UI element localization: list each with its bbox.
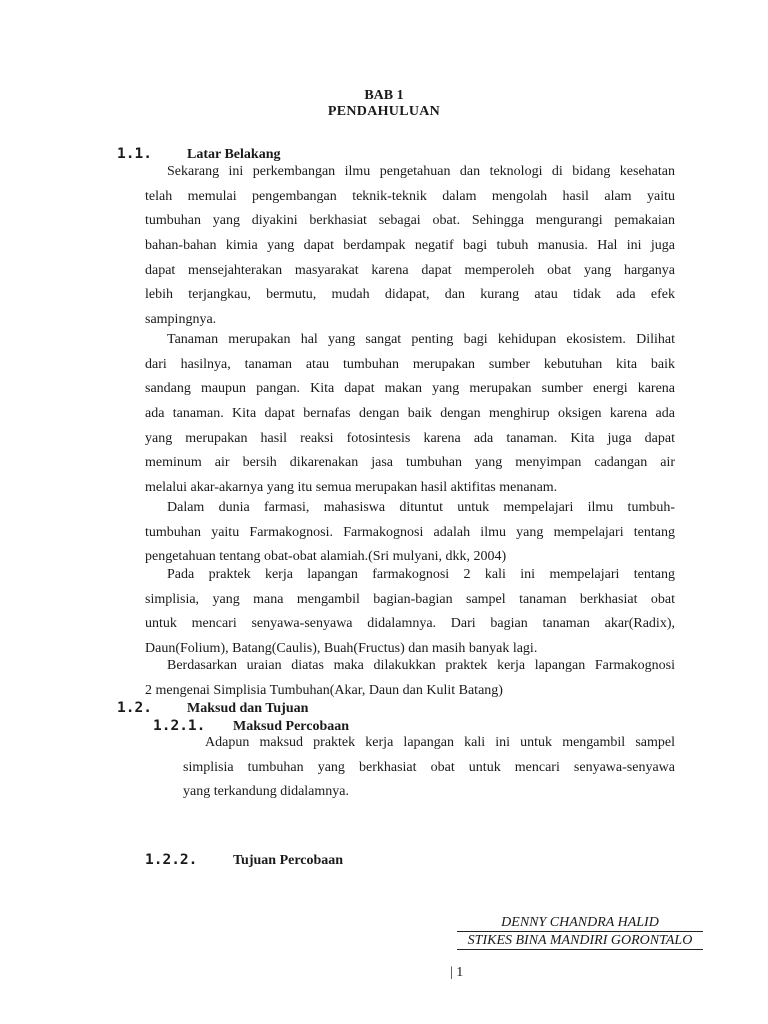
text-line: telah memulai pengembangan teknik-teknik dalam mengolah hasil alam yaitu <box>145 188 675 204</box>
text-line: dapat mensejahterakan masyarakat karena dapat memperoleh obat yang harganya <box>145 262 675 278</box>
text-line: yang terkandung didalamnya. <box>183 784 350 800</box>
text-line: Tanaman merupakan hal yang sangat penting bagi kehidupan ekosistem. Dilihat <box>167 332 675 347</box>
paragraph-latar-belakang-3 <box>145 496 675 570</box>
text-line: Daun(Folium), Batang(Caulis), Buah(Fructus) dan masih banyak lagi. <box>145 641 538 657</box>
text-line: Dalam dunia farmasi, mahasiswa dituntut untuk mempelajari ilmu tumbuh- <box>167 500 675 515</box>
text-line: tumbuhan yaitu Farmakognosi. Farmakognosi adalah ilmu yang mempelajari tentang <box>145 524 675 540</box>
text-line: Adapun maksud praktek kerja lapangan kali ini untuk mengambil sampel <box>205 735 675 750</box>
text-line: bahan-bahan kimia yang dapat berdampak negatif bagi tubuh manusia. Hal ini juga <box>145 238 675 254</box>
text-line: meminum air bersih dikarenakan jasa tumbuhan yang menyimpan cadangan air <box>145 455 675 471</box>
section-1-2-title: Maksud dan Tujuan <box>187 701 309 716</box>
section-1-1-title: Latar Belakang <box>187 147 281 162</box>
chapter-title: PENDAHULUAN <box>327 104 441 119</box>
text-line: sandang maupun pangan. Kita dapat makan yang merupakan sumber energi karena <box>145 381 675 397</box>
text-line: pengetahuan tentang obat-obat alamiah.(Sri mulyani, dkk, 2004) <box>145 549 507 565</box>
section-1-2-2-number: 1.2.2. <box>145 852 198 868</box>
text-line: melalui akar-akarnya yang itu semua merupakan hasil aktifitas menanam. <box>145 480 558 496</box>
paragraph-latar-belakang-1 <box>145 160 675 333</box>
section-1-2-1-number: 1.2.1. <box>153 718 206 734</box>
text-line: Pada praktek kerja lapangan farmakognosi 2 kali ini mempelajari tentang <box>167 567 675 582</box>
text-line: Sekarang ini perkembangan ilmu pengetahuan dan teknologi di bidang kesehatan <box>167 164 675 179</box>
text-line: sampingnya. <box>145 312 217 328</box>
text-line: Berdasarkan uraian diatas maka dilakukkan praktek kerja lapangan Farmakognosi <box>167 658 675 673</box>
paragraph-latar-belakang-2 <box>145 328 675 501</box>
section-1-2-1-title: Maksud Percobaan <box>233 719 350 734</box>
text-line: tumbuhan yang diyakini berkhasiat sebagai obat. Sehingga mengurangi pemakaian <box>145 213 675 229</box>
text-line: 2 mengenai Simplisia Tumbuhan(Akar, Daun dan Kulit Batang) <box>145 682 503 698</box>
chapter-number: BAB 1 <box>364 88 404 103</box>
section-1-2-number: 1.2. <box>117 700 152 716</box>
paragraph-latar-belakang-4 <box>145 563 675 662</box>
text-line: ada tanaman. Kita dapat bernafas dengan baik dengan menghirup oksigen karena ada <box>145 406 675 422</box>
paragraph-maksud-percobaan <box>183 731 675 805</box>
section-1-1-number: 1.1. <box>117 146 152 162</box>
text-line: untuk mencari senyawa-senyawa didalamnya. Dari bagian tanaman akar(Radix), <box>145 616 675 632</box>
page-number: | 1 <box>450 965 464 980</box>
text-line: lebih terjangkau, bermutu, mudah didapat, dan kurang atau tidak ada efek <box>145 287 675 303</box>
footer-institution: STIKES BINA MANDIRI GORONTALO <box>457 933 703 950</box>
text-line: dari hasilnya, tanaman atau tumbuhan merupakan sumber kebutuhan kita baik <box>145 356 675 372</box>
text-line: simplisia tumbuhan yang berkhasiat obat untuk mencari senyawa-senyawa <box>183 759 675 775</box>
footer-author: DENNY CHANDRA HALID <box>457 915 703 932</box>
text-line: yang merupakan hasil reaksi fotosintesis karena ada tanaman. Kita juga dapat <box>145 430 675 446</box>
text-line: simplisia, yang mana mengambil bagian-bagian sampel tanaman berkhasiat obat <box>145 591 675 607</box>
paragraph-latar-belakang-5 <box>145 654 675 703</box>
section-1-2-2-title: Tujuan Percobaan <box>233 853 344 868</box>
